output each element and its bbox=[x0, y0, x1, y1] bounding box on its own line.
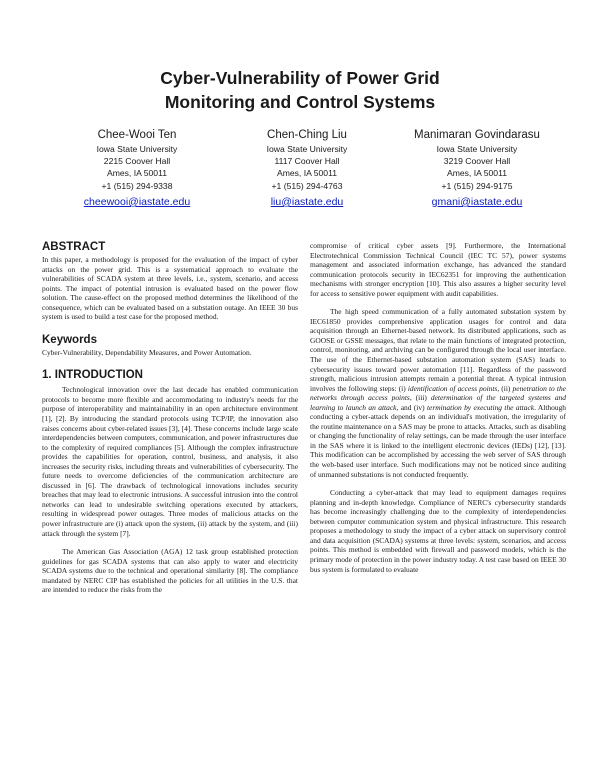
p2-text-c: , (iii) bbox=[409, 393, 431, 403]
author-affiliation: Iowa State University bbox=[96, 144, 178, 154]
keywords-text: Cyber-Vulnerability, Dependability Measures, and Power Automation. bbox=[42, 347, 252, 357]
p2-italic-3: determination of the targeted systems and learning to launch an attack bbox=[310, 393, 566, 412]
author-affiliation: Iowa State University bbox=[266, 144, 348, 154]
author-phone: +1 (515) 294-9175 bbox=[441, 180, 513, 191]
right-paragraph-3: Conducting a cyber-attack that may lead to equipment damages requires planning and in-depth knowledge. Compliance of NERC's cybersecurity standards has become increasingly challenging due to the complexity of interdependencies between computer communication system and physical infrastructure. This research proposes a methodology to study the impact of a cyber attack on supervisory control and data acquisition (SCADA) systems at three levels: system, scenarios, and access points. This method is embedded with firewall and password models, which is the primary mode of protection in the power industry today. A test case based on IEEE 30 bus system is formulated to evaluate bbox=[310, 488, 566, 574]
author-3 bbox=[392, 128, 562, 210]
abstract-text: In this paper, a methodology is proposed for the evaluation of the impact of cyber attacks on the power grid. This is a systematical approach to evaluate the vulnerabilities of SCADA system at three levels, i.e., system, scenario, and access points. The impact of potential intrusion is evaluated based on the power flow solution. The cause-effect on the proposed method determines the likelihood of the consequence, which can be evaluated based on a substation outage. An IEEE 30 bus system is used to build a test case for the proposed method. bbox=[42, 255, 298, 322]
introduction-paragraph-1: Technological innovation over the last decade has enabled communication protocols to become more flexible and accommodating to industry's needs for the purpose of interoperability and maintainability in an open architecture environment [1], [2]. By introducing the standard protocols using TCP/IP, the innovation also raises concerns about cyber-related issues [3], [4]. These concerns include large scale interdependencies between computers, communication, and power infrastructures due to the complexity of required compliances [5]. Although the complex infrastructure provides the capabilities for operation, control, business, and analysis, it also increases the security risks, including threats and vulnerabilities of cybersecurity. The future needs to overcome deficiencies of the communication architecture are discussed in [6]. The drawback of technological innovations includes security breaches that may lead to electronic intrusions. A successful intrusion into the control networks can lead to undesirable switching operations executed by attackers, resulting in widespread power outages. Three modes of malicious attacks on the power infrastructure are (i) attack upon the system, (ii) attack by the system, and (iii) attack through the system [7]. bbox=[42, 385, 298, 538]
author-email-link[interactable]: cheewooi@iastate.edu bbox=[83, 195, 191, 208]
author-email-link[interactable]: gmani@iastate.edu bbox=[431, 195, 523, 208]
p2-italic-4: termination by executing the attack bbox=[426, 402, 535, 412]
author-phone: +1 (515) 294-9338 bbox=[101, 180, 173, 191]
author-phone: +1 (515) 294-4763 bbox=[271, 180, 343, 191]
author-2 bbox=[222, 128, 392, 210]
introduction-heading: 1. INTRODUCTION bbox=[42, 369, 143, 382]
right-paragraph-2 bbox=[310, 307, 566, 479]
author-1 bbox=[52, 128, 222, 210]
title-line-2: Monitoring and Control Systems bbox=[164, 92, 436, 112]
author-address: 1117 Coover Hall bbox=[274, 156, 340, 167]
introduction-paragraph-2: The American Gas Association (AGA) 12 task group established protection guidelines for gas SCADA systems that can also apply to water and electricity SCADA systems due to the technical and operational similarity [8]. The compliance mandated by NERC CIP has established the policies for all utilities in the U.S. that are intended to reduce the risks from the bbox=[42, 547, 298, 595]
author-address: 3219 Coover Hall bbox=[443, 156, 511, 167]
author-name: Chen-Ching Liu bbox=[267, 129, 347, 141]
left-column bbox=[42, 240, 298, 770]
author-block bbox=[52, 128, 562, 210]
author-address: 2215 Coover Hall bbox=[103, 156, 171, 167]
author-name: Manimaran Govindarasu bbox=[414, 129, 540, 141]
p2-text-a: The high speed communication of a fully automated substation system by IEC61850 provides comprehensive application usages for control and data acquisition through an Ethernet-based network. Its distributed applications, such as GOOSE or GSSE messages, that relate to the main functions of integrated protection, control, monitoring, and archiving can be configured through the local user interface. The use of the Ethernet-based substation automation system (SAS) leads to cybersecurity issues toward power automation [11]. Regardless of the password strength, malicious intrusion attempts remain a potential threat. A typical intrusion involves the following steps: (i) bbox=[310, 307, 566, 393]
author-city: Ames, IA 50011 bbox=[276, 168, 338, 179]
right-paragraph-1: compromise of critical cyber assets [9]. Furthermore, the International Electrotechnical Commission Technical Council (IEC TC 57), power systems management and associated information exchange, has advanced the standard communication protocols security in IEC62351 for improving the authentication mechanisms with stronger encryption [10]. This also assures a higher security level for access to sensitive power equipment with audit capabilities. bbox=[310, 241, 566, 298]
p2-text-b: , (ii) bbox=[497, 383, 513, 393]
p2-italic-1: identification of access points bbox=[407, 383, 498, 393]
p2-text-d: , and (iv) bbox=[396, 402, 427, 412]
p2-text-e: . Although conducting a cyber-attack depends on an individual's motivation, the irregularity of the routine maintenance on a SAS may be prone to attacks. Attacks, such as disabling or changing the functionality of relay settings, can be made through the user interface in the SAS where it is linked to the intelligent electronic devices (IEDs) [12], [13]. This modification can be accomplished by accessing the web server of SAS through the web-based user interface. Such modifications may not be noticed since auditing of unmanned substations is not conducted frequently. bbox=[310, 402, 566, 479]
author-name: Chee-Wooi Ten bbox=[97, 129, 177, 141]
author-city: Ames, IA 50011 bbox=[106, 168, 168, 179]
right-column bbox=[310, 241, 566, 771]
p2-italic-2: penetration to the networks through access points bbox=[310, 383, 566, 403]
title-line-1: Cyber-Vulnerability of Power Grid bbox=[160, 68, 440, 88]
author-email-link[interactable]: liu@iastate.edu bbox=[270, 195, 344, 208]
paper-title bbox=[0, 66, 600, 114]
author-city: Ames, IA 50011 bbox=[446, 168, 508, 179]
keywords-heading: Keywords bbox=[42, 333, 97, 346]
abstract-heading: ABSTRACT bbox=[42, 241, 106, 253]
author-affiliation: Iowa State University bbox=[436, 144, 518, 154]
